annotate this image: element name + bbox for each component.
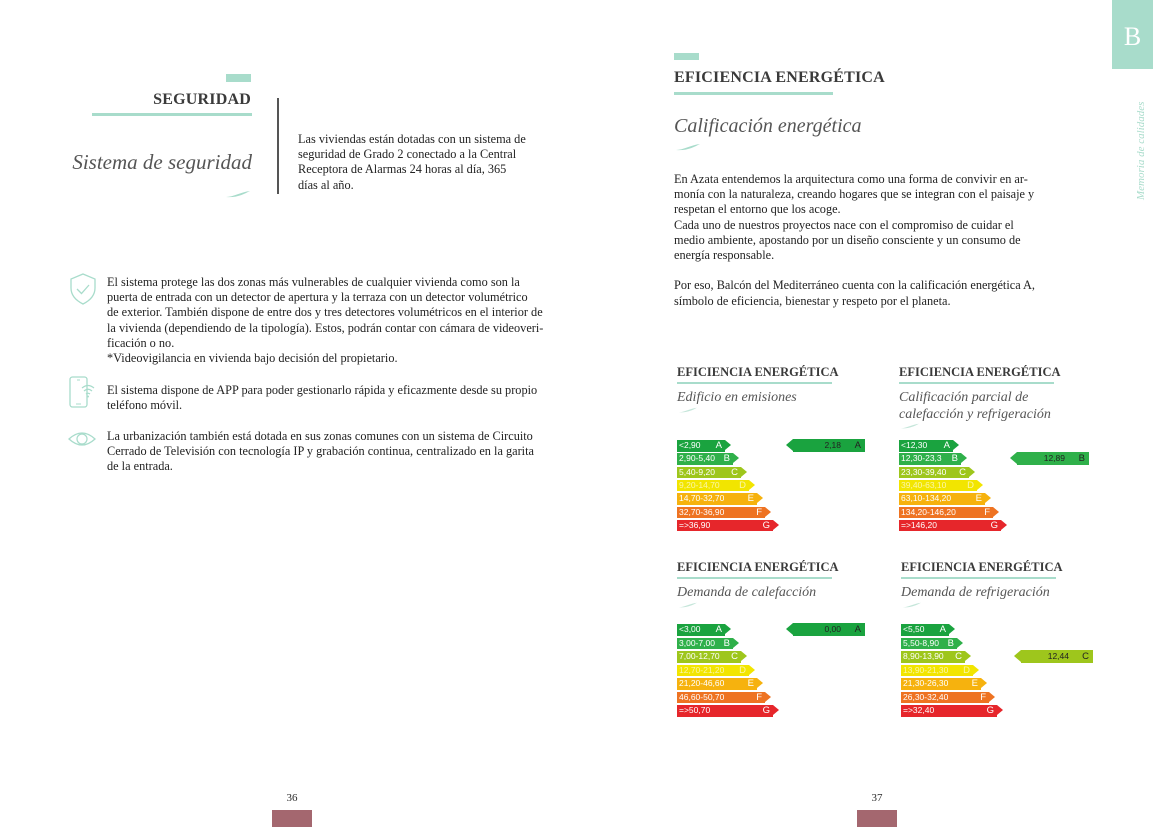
rating-letter: G <box>990 519 998 531</box>
indicator-value: 0,00 <box>824 624 841 634</box>
indicator-value: 12,89 <box>1043 453 1065 464</box>
paragraph-line <box>674 263 1074 278</box>
rating-indicator <box>793 623 865 636</box>
indicator-rating: B <box>1078 453 1085 465</box>
rating-range: 32,70-36,90 <box>679 506 725 517</box>
swoosh-decoration <box>675 143 701 151</box>
shield-check-icon <box>68 272 98 306</box>
rating-arrow-tip <box>741 651 747 661</box>
rating-letter: D <box>739 479 746 491</box>
chart-title: EFICIENCIA ENERGÉTICA <box>901 560 1063 574</box>
rating-bar-e <box>901 678 981 690</box>
rating-range: 12,30-23,3 <box>901 453 942 464</box>
rating-letter: D <box>739 664 746 676</box>
indicator-arrow-tip <box>786 623 793 635</box>
rating-indicator <box>1017 452 1089 465</box>
chart-title: EFICIENCIA ENERGÉTICA <box>899 365 1061 379</box>
rating-arrow-tip <box>997 705 1003 715</box>
chart-subtitle: Demanda de calefacción <box>677 585 817 600</box>
rating-arrow-tip <box>977 480 983 490</box>
rating-range: 3,00-7,00 <box>679 637 715 648</box>
rating-letter: B <box>723 453 730 465</box>
rating-arrow-tip <box>741 467 747 477</box>
feature-alarm-text <box>107 275 547 366</box>
page-tab-left <box>272 810 312 827</box>
rating-arrow-tip <box>765 507 771 517</box>
section-title-seguridad: SEGURIDAD <box>153 91 251 108</box>
rating-arrow-tip <box>725 624 731 634</box>
indicator-value: 2,18 <box>824 440 841 450</box>
rating-range: 63,10-134,20 <box>901 493 952 504</box>
energy-chart-calefaccion-refrigeracion <box>899 365 1099 540</box>
rating-range: 5,50-8,90 <box>903 637 939 648</box>
energy-chart-demanda-refrigeracion <box>901 560 1101 725</box>
rating-arrow-tip <box>989 692 995 702</box>
accent-tab <box>674 53 699 60</box>
rating-letter: D <box>967 479 974 491</box>
rating-letter: F <box>984 506 990 518</box>
rating-range: =>32,40 <box>903 705 935 715</box>
rating-bar-f <box>677 692 765 704</box>
paragraph-line: respetan el entorno que los acoge. <box>674 202 841 217</box>
rating-indicator <box>1021 650 1093 663</box>
logo-letter: B <box>1123 22 1142 51</box>
rating-arrow-tip <box>749 480 755 490</box>
rating-range: =>36,90 <box>679 519 711 530</box>
rating-arrow-tip <box>973 665 979 675</box>
rating-letter: E <box>747 678 754 689</box>
rating-arrow-tip <box>733 638 739 648</box>
rating-range: 7,00-12,70 <box>679 651 720 661</box>
rating-bar-f <box>899 507 993 519</box>
rating-bar-d <box>899 480 977 492</box>
paragraph-line: monía con la naturaleza, creando hogares que se integran con el paisaje y <box>674 187 1035 202</box>
paragraph-line: Por eso, Balcón del Mediterráneo cuenta con la calificación energética A, <box>674 278 1036 293</box>
chart-title: EFICIENCIA ENERGÉTICA <box>677 365 839 379</box>
rating-bar-e <box>677 493 757 505</box>
chart-subtitle: Edificio en emisiones <box>677 390 797 405</box>
rating-arrow-tip <box>949 624 955 634</box>
rating-range: <12,30 <box>901 440 928 450</box>
rating-bar-b <box>677 453 733 465</box>
paragraph-line: energía responsable. <box>674 248 775 263</box>
rating-range: <5,50 <box>903 624 925 634</box>
energy-chart-emisiones <box>677 365 877 540</box>
rating-arrow-tip <box>957 638 963 648</box>
subtitle-sistema-de-seguridad: Sistema de seguridad <box>72 150 252 174</box>
rating-range: =>50,70 <box>679 705 711 715</box>
indicator-rating: A <box>854 440 861 451</box>
feature-line: puerta de entrada con un detector de apertura y la terraza con un detector volumétrico <box>107 290 528 305</box>
rating-arrow-tip <box>965 651 971 661</box>
rating-arrow-tip <box>733 453 739 463</box>
feature-cctv-text <box>107 429 547 475</box>
chart-subtitle-line: calefacción y refrigeración <box>899 407 1051 422</box>
rating-range: 13,90-21,30 <box>903 664 949 675</box>
rating-indicator <box>793 439 865 452</box>
rating-arrow-tip <box>765 692 771 702</box>
feature-line: de la entrada. <box>107 459 173 474</box>
rating-letter: B <box>723 637 730 649</box>
rating-letter: E <box>747 493 754 505</box>
paragraph-line: medio ambiente, apostando por un diseño consciente y un consumo de <box>674 232 1021 247</box>
rating-range: 2,90-5,40 <box>679 453 715 464</box>
rating-letter: E <box>975 493 982 505</box>
rating-letter: F <box>756 691 762 703</box>
rating-letter: A <box>943 440 950 451</box>
rating-bar-a <box>901 624 949 636</box>
rating-letter: F <box>980 691 986 703</box>
paragraph-line: Cada uno de nuestros proyectos nace con el compromiso de cuidar el <box>674 217 1014 232</box>
side-label: Memoria de calidades <box>1135 101 1147 200</box>
section-underline <box>92 113 252 116</box>
rating-bar-g <box>901 705 997 717</box>
rating-range: 39,40-63,10 <box>901 479 947 490</box>
eye-icon <box>67 422 97 456</box>
rating-letter: A <box>939 624 946 635</box>
rating-bar-d <box>677 665 749 677</box>
swoosh-decoration <box>678 602 698 608</box>
rating-range: 9,20-14,70 <box>679 479 720 490</box>
rating-letter: G <box>762 519 770 531</box>
paragraph-line: En Azata entendemos la arquitectura como una forma de convivir en ar- <box>674 172 1028 186</box>
rating-letter: A <box>715 624 722 635</box>
rating-arrow-tip <box>725 440 731 450</box>
rating-letter: C <box>959 466 966 478</box>
rating-bar-c <box>901 651 965 663</box>
chart-subtitle: Demanda de refrigeración <box>901 585 1050 600</box>
subtitle-calificacion-energetica: Calificación energética <box>674 115 862 137</box>
rating-bar-g <box>677 705 773 717</box>
rating-arrow-tip <box>773 520 779 530</box>
rating-bar-d <box>677 480 749 492</box>
indicator-rating: C <box>1082 651 1089 662</box>
chart-title-underline <box>899 382 1054 384</box>
chart-title-underline <box>677 382 832 384</box>
rating-bar-f <box>677 507 765 519</box>
feature-line: El sistema dispone de APP para poder gestionarlo rápida y eficazmente desde su propio <box>107 383 538 397</box>
rating-letter: D <box>963 664 970 676</box>
rating-letter: G <box>762 705 770 716</box>
rating-range: 12,70-21,20 <box>679 664 725 675</box>
rating-bar-g <box>677 520 773 532</box>
indicator-arrow-tip <box>1014 650 1021 662</box>
rating-range: 5,40-9,20 <box>679 466 715 477</box>
rating-bar-b <box>899 453 961 465</box>
feature-line: *Videovigilancia en vivienda bajo decisión del propietario. <box>107 351 398 366</box>
rating-bar-b <box>677 638 733 650</box>
chart-subtitle-line: Calificación parcial de <box>899 390 1029 405</box>
rating-range: <2,90 <box>679 440 701 450</box>
rating-range: =>146,20 <box>901 519 937 530</box>
rating-arrow-tip <box>773 705 779 715</box>
rating-range: <3,00 <box>679 624 701 634</box>
rating-letter: F <box>756 506 762 518</box>
accent-tab <box>226 74 251 82</box>
page-tab-right <box>857 810 897 827</box>
rating-bar-c <box>677 651 741 663</box>
rating-arrow-tip <box>993 507 999 517</box>
rating-arrow-tip <box>757 493 763 503</box>
rating-range: 21,30-26,30 <box>903 678 949 688</box>
rating-range: 21,20-46,60 <box>679 678 725 688</box>
indicator-value: 12,44 <box>1047 651 1069 661</box>
chart-title-underline <box>677 577 832 579</box>
rating-bar-e <box>677 678 757 690</box>
efficiency-paragraph <box>674 172 1074 309</box>
feature-line: Cerrado de Televisión con tecnología IP y grabación continua, centralizado en la garita <box>107 444 534 459</box>
rating-range: 26,30-32,40 <box>903 691 949 702</box>
rating-letter: E <box>971 678 978 689</box>
swoosh-decoration <box>900 423 920 429</box>
indicator-arrow-tip <box>786 439 793 451</box>
rating-bar-b <box>901 638 957 650</box>
feature-line: ficación o no. <box>107 335 175 350</box>
rating-bar-c <box>677 467 741 479</box>
page-number-left: 36 <box>286 792 298 804</box>
rating-bar-a <box>677 624 725 636</box>
section-underline <box>674 92 833 95</box>
rating-bar-d <box>901 665 973 677</box>
rating-letter: C <box>731 466 738 478</box>
chart-title-underline <box>901 577 1056 579</box>
rating-range: 8,90-13,90 <box>903 651 944 661</box>
feature-app-text <box>107 383 547 413</box>
rating-range: 23,30-39,40 <box>901 466 947 477</box>
rating-range: 46,60-50,70 <box>679 691 725 702</box>
section-title-eficiencia: EFICIENCIA ENERGÉTICA <box>674 69 885 86</box>
swoosh-decoration <box>902 602 922 608</box>
feature-line: teléfono móvil. <box>107 398 183 413</box>
rating-arrow-tip <box>981 678 987 688</box>
swoosh-decoration <box>678 407 698 413</box>
rating-arrow-tip <box>1001 520 1007 530</box>
brand-logo <box>1112 0 1153 69</box>
rating-bar-g <box>899 520 1001 532</box>
indicator-rating: A <box>854 624 861 635</box>
page-number-right: 37 <box>871 792 883 804</box>
rating-letter: C <box>955 651 962 662</box>
swoosh-decoration <box>225 190 251 198</box>
rating-arrow-tip <box>749 665 755 675</box>
rating-bar-f <box>901 692 989 704</box>
rating-bar-c <box>899 467 969 479</box>
intro-text: Las viviendas están dotadas con un sistema de seguridad de Grado 2 conectado a la Central Receptora de Alarmas 24 horas al día, 365 días al año. <box>298 132 526 192</box>
feature-line: La urbanización también está dotada en sus zonas comunes con un sistema de Circuito <box>107 429 533 443</box>
rating-bar-a <box>899 440 953 452</box>
energy-chart-demanda-calefaccion <box>677 560 877 725</box>
feature-line: de exterior. También dispone de entre dos y tres detectores volumétricos en el interior de <box>107 305 543 320</box>
phone-wifi-icon <box>67 375 97 409</box>
chart-title: EFICIENCIA ENERGÉTICA <box>677 560 839 574</box>
feature-line: El sistema protege las dos zonas más vulnerables de cualquier vivienda como son la <box>107 275 520 289</box>
rating-arrow-tip <box>953 440 959 450</box>
paragraph-line: símbolo de eficiencia, bienestar y respeto por el planeta. <box>674 293 951 308</box>
rating-range: 134,20-146,20 <box>901 506 956 517</box>
vertical-divider <box>277 98 279 194</box>
rating-bar-a <box>677 440 725 452</box>
rating-bar-e <box>899 493 985 505</box>
rating-letter: C <box>731 651 738 662</box>
rating-arrow-tip <box>985 493 991 503</box>
rating-letter: B <box>951 453 958 465</box>
chart-subtitle <box>899 389 1051 423</box>
rating-arrow-tip <box>961 453 967 463</box>
feature-line: la vivienda (dependiendo de la tipología). Estos, podrán contar con cámara de videoveri- <box>107 320 544 335</box>
rating-letter: G <box>986 705 994 716</box>
indicator-arrow-tip <box>1010 452 1017 464</box>
rating-range: 14,70-32,70 <box>679 493 725 504</box>
rating-arrow-tip <box>969 467 975 477</box>
rating-letter: A <box>715 440 722 451</box>
rating-letter: B <box>947 637 954 649</box>
rating-arrow-tip <box>757 678 763 688</box>
